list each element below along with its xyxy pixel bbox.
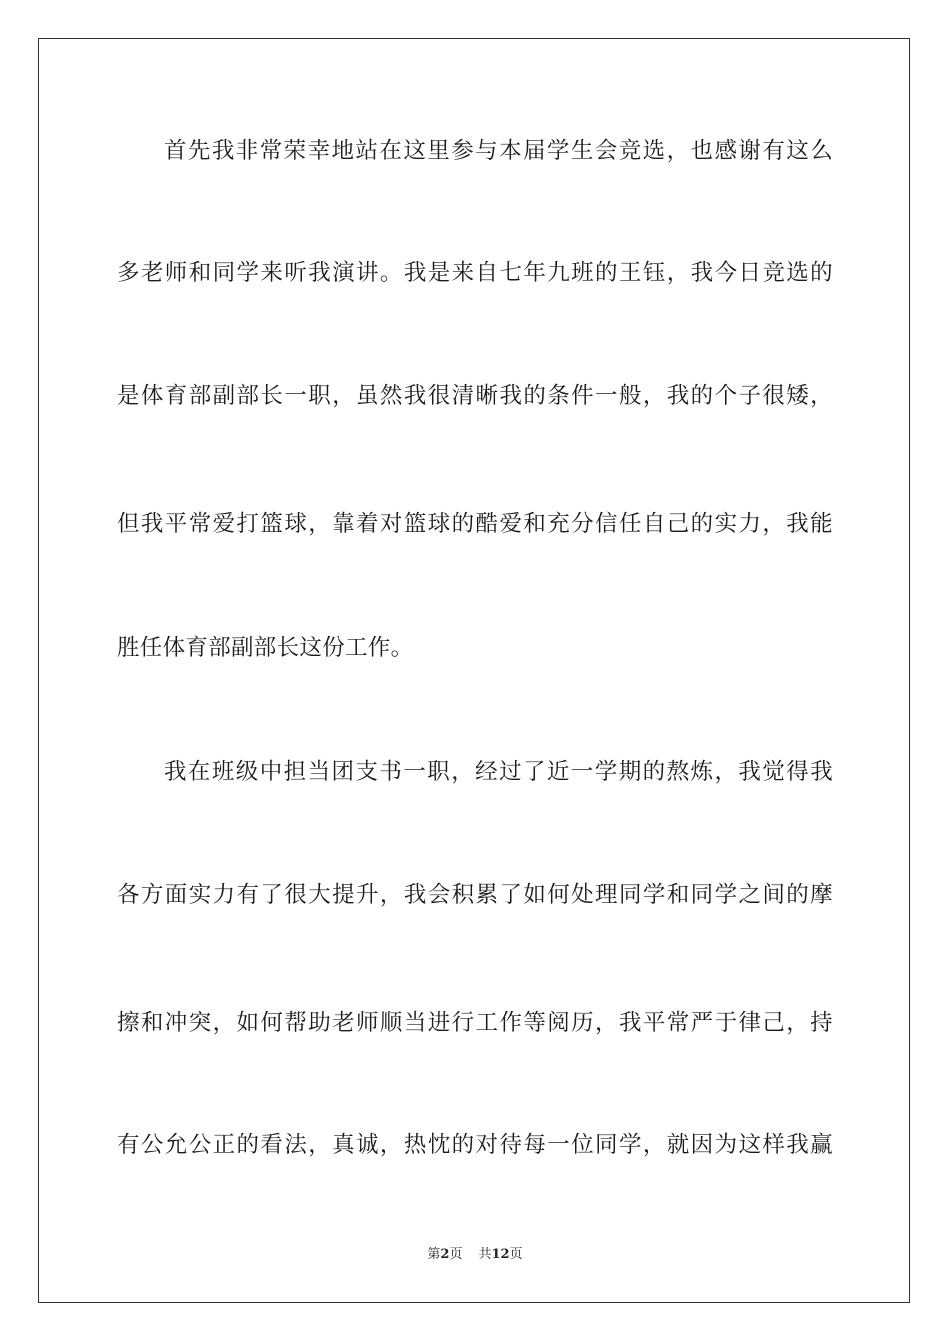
paragraph-1-line-5: 胜任体育部副部长这份工作。 (117, 635, 414, 661)
total-prefix: 共 (478, 1247, 492, 1262)
paragraph-1-line-2: 多老师和同学来听我演讲。我是来自七年九班的王钰，我今日竞选的 (117, 260, 833, 286)
paragraph-2-line-4: 有公允公正的看法，真诚，热忱的对待每一位同学，就因为这样我赢 (117, 1132, 833, 1158)
paragraph-1-line-1: 首先我非常荣幸地站在这里参与本届学生会竞选，也感谢有这么 (164, 138, 833, 164)
page-number: 2 (440, 1247, 450, 1262)
total-pages: 12 (491, 1247, 510, 1262)
paragraph-2-line-2: 各方面实力有了很大提升，我会积累了如何处理同学和同学之间的摩 (117, 882, 833, 908)
paragraph-2-line-1: 我在班级中担当团支书一职，经过了近一学期的熬炼，我觉得我 (164, 759, 833, 785)
total-suffix: 页 (509, 1247, 523, 1262)
page-prefix: 第 (427, 1247, 441, 1262)
page-footer (0, 1246, 950, 1264)
paragraph-1-line-3: 是体育部副部长一职，虽然我很清晰我的条件一般，我的个子很矮， (117, 383, 833, 409)
page-frame (38, 38, 910, 1303)
page-suffix: 页 (449, 1247, 463, 1262)
paragraph-2-line-3: 擦和冲突，如何帮助老师顺当进行工作等阅历，我平常严于律己，持 (117, 1010, 833, 1036)
paragraph-1-line-4: 但我平常爱打篮球，靠着对篮球的酷爱和充分信任自己的实力，我能 (117, 511, 833, 537)
